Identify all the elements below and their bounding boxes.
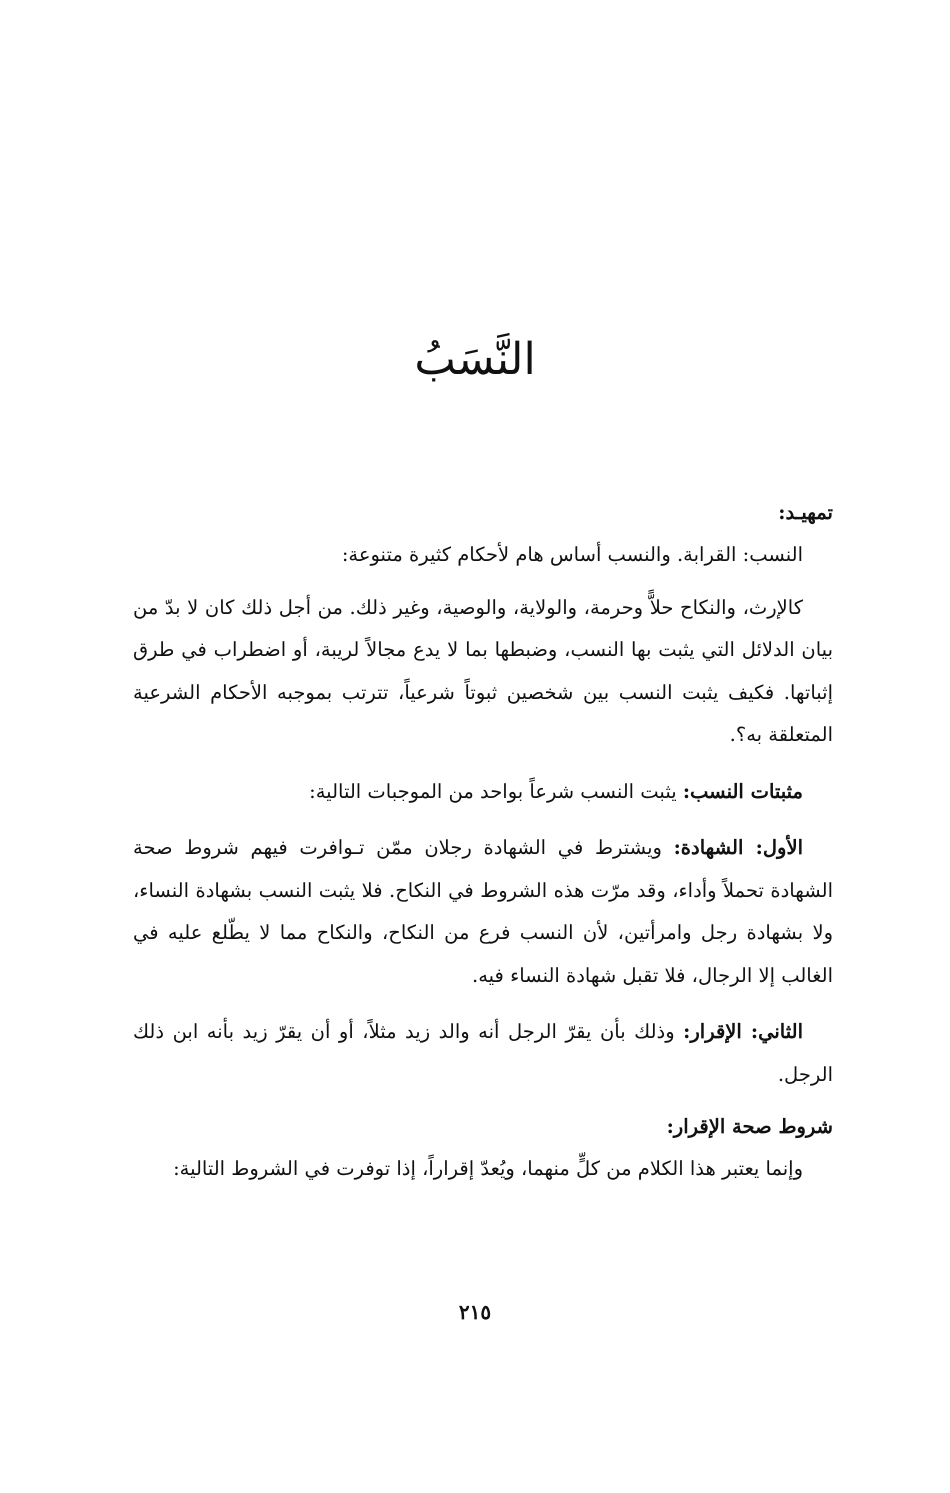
- chapter-title: النَّسَبُ: [414, 334, 536, 385]
- second-proof-paragraph: [133, 1011, 833, 1096]
- proofs-paragraph: [133, 771, 833, 814]
- spacer: [133, 757, 833, 771]
- proofs-label: مثبتات النسب:: [682, 779, 803, 803]
- page-number: ٢١٥: [458, 1300, 492, 1324]
- spacer: [133, 577, 833, 587]
- body-text: [133, 492, 833, 1191]
- second-proof-label: الثاني: الإقرار:: [683, 1020, 803, 1043]
- first-proof-label: الأول: الشهادة:: [673, 836, 803, 859]
- spacer: [133, 813, 833, 827]
- conditions-paragraph: وإنما يعتبر هذا الكلام من كلٍّ منهما، ويُعدّ إقراراً، إذا توفرت في الشروط التالية:: [173, 1157, 803, 1180]
- first-proof-paragraph: [133, 827, 833, 997]
- spacer: [133, 1096, 833, 1106]
- intro-heading: تمهيـد:: [778, 501, 833, 524]
- conditions-heading: شروط صحة الإقرار:: [666, 1115, 833, 1138]
- second-proof-text: وذلك بأن يقرّ الرجل أنه والد زيد مثلاً، أو أن يقرّ زيد بأنه ابن ذلك الرجل.: [133, 1020, 833, 1086]
- first-proof-text: ويشترط في الشهادة رجلان ممّن تـوافرت فيهم شروط صحة الشهادة تحملاً وأداء، وقد مرّت هذه الشروط في النكاح. فلا يثبت النسب بشهادة النساء، ولا بشهادة رجل وامرأتين، لأن النسب فرع من النكاح، والنكاح مما لا يطّلع عليه في الغالب إلا الرجال، فلا تقبل شهادة النساء فيه.: [133, 836, 833, 987]
- proofs-text: يثبت النسب شرعاً بواحد من الموجبات التالية:: [309, 779, 683, 803]
- spacer: [133, 997, 833, 1011]
- intro-paragraph: كالإرث، والنكاح حلاًّ وحرمة، والولاية، والوصية، وغير ذلك. من أجل ذلك كان لا بدّ من بيان الدلائل التي يثبت بها النسب، وضبطها بما لا يدع مجالاً لريبة، أو اضطراب في طرق إثباتها. فكيف يثبت النسب بين شخصين ثبوتاً شرعياً، تترتب بموجبه الأحكام الشرعية المتعلقة به؟.: [133, 595, 833, 746]
- intro-definition: النسب: القرابة. والنسب أساس هام لأحكام كثيرة متنوعة:: [341, 543, 803, 566]
